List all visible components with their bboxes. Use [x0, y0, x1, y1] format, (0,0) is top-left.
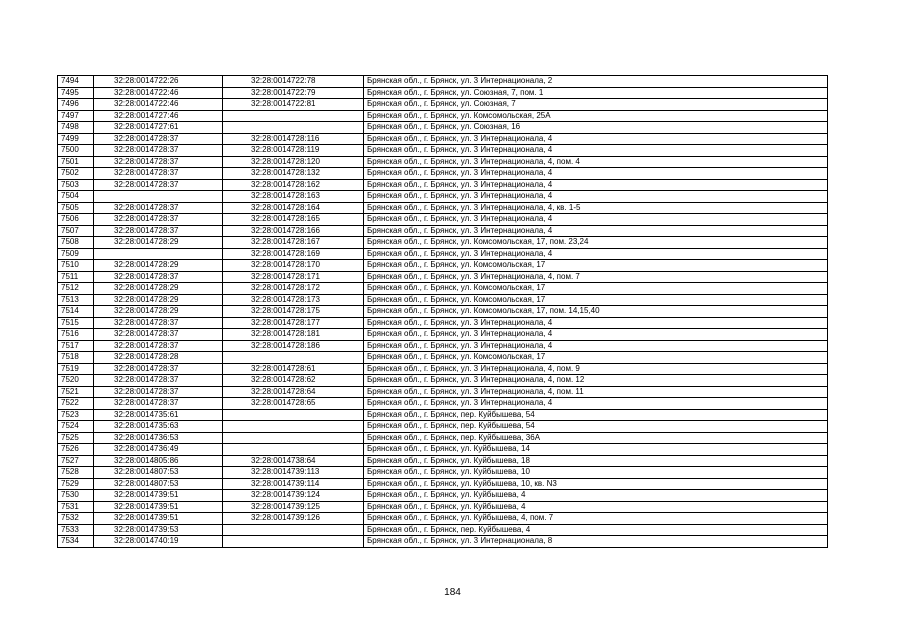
address-cell: Брянская обл., г. Брянск, ул. 3 Интернационала, 4, пом. 4: [364, 156, 828, 168]
row-number-cell: 7519: [58, 363, 94, 375]
cadastral-number-cell: 32:28:0014740:19: [94, 536, 223, 548]
cadastral-number-cell: 32:28:0014728:37: [94, 398, 223, 410]
row-number-cell: 7521: [58, 386, 94, 398]
object-cadastral-number-cell: 32:28:0014728:169: [223, 248, 364, 260]
address-cell: Брянская обл., г. Брянск, ул. 3 Интернационала, 4: [364, 179, 828, 191]
address-cell: Брянская обл., г. Брянск, ул. Куйбышева, 4: [364, 501, 828, 513]
table-row: [58, 99, 828, 111]
row-number-cell: 7510: [58, 260, 94, 272]
table-row: [58, 133, 828, 145]
row-number-cell: 7494: [58, 76, 94, 88]
table-row: [58, 478, 828, 490]
object-cadastral-number-cell: 32:28:0014728:132: [223, 168, 364, 180]
cadastral-number-cell: 32:28:0014735:61: [94, 409, 223, 421]
cadastral-number-cell: 32:28:0014728:37: [94, 340, 223, 352]
row-number-cell: 7504: [58, 191, 94, 203]
address-cell: Брянская обл., г. Брянск, пер. Куйбышева, 54: [364, 409, 828, 421]
object-cadastral-number-cell: [223, 409, 364, 421]
data-table: [57, 75, 828, 548]
table-row: [58, 490, 828, 502]
table-row: [58, 202, 828, 214]
address-cell: Брянская обл., г. Брянск, ул. Куйбышева, 18: [364, 455, 828, 467]
table-row: [58, 248, 828, 260]
cadastral-number-cell: 32:28:0014728:37: [94, 317, 223, 329]
object-cadastral-number-cell: 32:28:0014728:172: [223, 283, 364, 295]
table-row: [58, 191, 828, 203]
cadastral-number-cell: 32:28:0014807:53: [94, 478, 223, 490]
object-cadastral-number-cell: 32:28:0014728:186: [223, 340, 364, 352]
cadastral-number-cell: 32:28:0014728:37: [94, 329, 223, 341]
row-number-cell: 7513: [58, 294, 94, 306]
cadastral-number-cell: 32:28:0014735:63: [94, 421, 223, 433]
row-number-cell: 7515: [58, 317, 94, 329]
cadastral-number-cell: 32:28:0014728:37: [94, 375, 223, 387]
table-row: [58, 271, 828, 283]
object-cadastral-number-cell: 32:28:0014728:165: [223, 214, 364, 226]
table-row: [58, 340, 828, 352]
row-number-cell: 7502: [58, 168, 94, 180]
address-cell: Брянская обл., г. Брянск, ул. 3 Интернационала, 4: [364, 191, 828, 203]
table-row: [58, 87, 828, 99]
table-row: [58, 76, 828, 88]
row-number-cell: 7516: [58, 329, 94, 341]
row-number-cell: 7497: [58, 110, 94, 122]
cadastral-number-cell: 32:28:0014728:29: [94, 260, 223, 272]
row-number-cell: 7520: [58, 375, 94, 387]
table-row: [58, 467, 828, 479]
cadastral-number-cell: [94, 248, 223, 260]
cadastral-number-cell: [94, 191, 223, 203]
row-number-cell: 7530: [58, 490, 94, 502]
table-row: [58, 237, 828, 249]
address-cell: Брянская обл., г. Брянск, пер. Куйбышева, 36А: [364, 432, 828, 444]
table-row: [58, 524, 828, 536]
address-cell: Брянская обл., г. Брянск, ул. Союзная, 7, пом. 1: [364, 87, 828, 99]
table-row: [58, 294, 828, 306]
object-cadastral-number-cell: 32:28:0014728:65: [223, 398, 364, 410]
object-cadastral-number-cell: 32:28:0014739:113: [223, 467, 364, 479]
address-cell: Брянская обл., г. Брянск, ул. Союзная, 7: [364, 99, 828, 111]
row-number-cell: 7531: [58, 501, 94, 513]
row-number-cell: 7522: [58, 398, 94, 410]
address-cell: Брянская обл., г. Брянск, ул. 3 Интернационала, 8: [364, 536, 828, 548]
row-number-cell: 7514: [58, 306, 94, 318]
cadastral-number-cell: 32:28:0014728:37: [94, 133, 223, 145]
object-cadastral-number-cell: [223, 110, 364, 122]
cadastral-number-cell: 32:28:0014739:53: [94, 524, 223, 536]
object-cadastral-number-cell: 32:28:0014728:163: [223, 191, 364, 203]
cadastral-number-cell: 32:28:0014727:61: [94, 122, 223, 134]
row-number-cell: 7518: [58, 352, 94, 364]
cadastral-number-cell: 32:28:0014736:53: [94, 432, 223, 444]
object-cadastral-number-cell: 32:28:0014739:126: [223, 513, 364, 525]
object-cadastral-number-cell: 32:28:0014728:116: [223, 133, 364, 145]
object-cadastral-number-cell: 32:28:0014728:177: [223, 317, 364, 329]
object-cadastral-number-cell: 32:28:0014722:79: [223, 87, 364, 99]
address-cell: Брянская обл., г. Брянск, ул. Комсомольская, 25А: [364, 110, 828, 122]
cadastral-number-cell: 32:28:0014739:51: [94, 501, 223, 513]
object-cadastral-number-cell: 32:28:0014739:124: [223, 490, 364, 502]
cadastral-number-cell: 32:28:0014728:28: [94, 352, 223, 364]
cadastral-number-cell: 32:28:0014739:51: [94, 490, 223, 502]
row-number-cell: 7495: [58, 87, 94, 99]
object-cadastral-number-cell: 32:28:0014738:64: [223, 455, 364, 467]
row-number-cell: 7503: [58, 179, 94, 191]
cadastral-number-cell: 32:28:0014728:29: [94, 294, 223, 306]
address-cell: Брянская обл., г. Брянск, ул. Куйбышева, 10: [364, 467, 828, 479]
object-cadastral-number-cell: 32:28:0014728:171: [223, 271, 364, 283]
table-row: [58, 398, 828, 410]
table-row: [58, 329, 828, 341]
cadastral-number-cell: 32:28:0014805:86: [94, 455, 223, 467]
table-row: [58, 455, 828, 467]
table-row: [58, 409, 828, 421]
object-cadastral-number-cell: 32:28:0014728:170: [223, 260, 364, 272]
row-number-cell: 7496: [58, 99, 94, 111]
address-cell: Брянская обл., г. Брянск, ул. Куйбышева, 4, пом. 7: [364, 513, 828, 525]
table-row: [58, 444, 828, 456]
address-cell: Брянская обл., г. Брянск, ул. Куйбышева, 10, кв. N3: [364, 478, 828, 490]
cadastral-number-cell: 32:28:0014728:37: [94, 168, 223, 180]
row-number-cell: 7527: [58, 455, 94, 467]
object-cadastral-number-cell: [223, 432, 364, 444]
address-cell: Брянская обл., г. Брянск, ул. 3 Интернационала, 4: [364, 340, 828, 352]
cadastral-number-cell: 32:28:0014722:26: [94, 76, 223, 88]
table-row: [58, 260, 828, 272]
table-row: [58, 145, 828, 157]
object-cadastral-number-cell: [223, 444, 364, 456]
address-cell: Брянская обл., г. Брянск, ул. 3 Интернационала, 4: [364, 329, 828, 341]
object-cadastral-number-cell: [223, 122, 364, 134]
address-cell: Брянская обл., г. Брянск, ул. 3 Интернационала, 2: [364, 76, 828, 88]
address-cell: Брянская обл., г. Брянск, ул. Союзная, 16: [364, 122, 828, 134]
cadastral-number-cell: 32:28:0014728:37: [94, 202, 223, 214]
cadastral-number-cell: 32:28:0014807:53: [94, 467, 223, 479]
row-number-cell: 7532: [58, 513, 94, 525]
row-number-cell: 7508: [58, 237, 94, 249]
object-cadastral-number-cell: [223, 524, 364, 536]
row-number-cell: 7526: [58, 444, 94, 456]
object-cadastral-number-cell: 32:28:0014728:167: [223, 237, 364, 249]
cadastral-number-cell: 32:28:0014736:49: [94, 444, 223, 456]
page-number: 184: [444, 587, 461, 598]
table-row: [58, 432, 828, 444]
object-cadastral-number-cell: 32:28:0014728:175: [223, 306, 364, 318]
table-row: [58, 536, 828, 548]
object-cadastral-number-cell: 32:28:0014728:166: [223, 225, 364, 237]
table-row: [58, 317, 828, 329]
table-row: [58, 352, 828, 364]
row-number-cell: 7534: [58, 536, 94, 548]
address-cell: Брянская обл., г. Брянск, ул. Комсомольская, 17: [364, 260, 828, 272]
table-row: [58, 386, 828, 398]
row-number-cell: 7525: [58, 432, 94, 444]
cadastral-number-cell: 32:28:0014727:46: [94, 110, 223, 122]
object-cadastral-number-cell: 32:28:0014739:114: [223, 478, 364, 490]
cadastral-number-cell: 32:28:0014728:37: [94, 271, 223, 283]
table-row: [58, 375, 828, 387]
object-cadastral-number-cell: 32:28:0014739:125: [223, 501, 364, 513]
row-number-cell: 7501: [58, 156, 94, 168]
object-cadastral-number-cell: 32:28:0014728:120: [223, 156, 364, 168]
object-cadastral-number-cell: 32:28:0014722:81: [223, 99, 364, 111]
row-number-cell: 7523: [58, 409, 94, 421]
row-number-cell: 7533: [58, 524, 94, 536]
address-cell: Брянская обл., г. Брянск, ул. Куйбышева, 4: [364, 490, 828, 502]
table-row: [58, 214, 828, 226]
cadastral-number-cell: 32:28:0014728:29: [94, 306, 223, 318]
cadastral-number-cell: 32:28:0014722:46: [94, 99, 223, 111]
address-cell: Брянская обл., г. Брянск, ул. 3 Интернационала, 4: [364, 168, 828, 180]
object-cadastral-number-cell: 32:28:0014722:78: [223, 76, 364, 88]
cadastral-number-cell: 32:28:0014728:29: [94, 237, 223, 249]
cadastral-number-cell: 32:28:0014728:37: [94, 179, 223, 191]
object-cadastral-number-cell: 32:28:0014728:181: [223, 329, 364, 341]
row-number-cell: 7524: [58, 421, 94, 433]
cadastral-number-cell: 32:28:0014728:37: [94, 225, 223, 237]
row-number-cell: 7500: [58, 145, 94, 157]
address-cell: Брянская обл., г. Брянск, ул. Комсомольская, 17: [364, 283, 828, 295]
cadastral-number-cell: 32:28:0014728:37: [94, 363, 223, 375]
row-number-cell: 7499: [58, 133, 94, 145]
table-row: [58, 156, 828, 168]
address-cell: Брянская обл., г. Брянск, ул. Комсомольская, 17, пом. 23,24: [364, 237, 828, 249]
address-cell: Брянская обл., г. Брянск, ул. Куйбышева, 14: [364, 444, 828, 456]
object-cadastral-number-cell: 32:28:0014728:61: [223, 363, 364, 375]
row-number-cell: 7505: [58, 202, 94, 214]
address-cell: Брянская обл., г. Брянск, ул. 3 Интернационала, 4, пом. 12: [364, 375, 828, 387]
row-number-cell: 7529: [58, 478, 94, 490]
object-cadastral-number-cell: 32:28:0014728:162: [223, 179, 364, 191]
cadastral-number-cell: 32:28:0014728:37: [94, 214, 223, 226]
address-cell: Брянская обл., г. Брянск, ул. 3 Интернационала, 4: [364, 248, 828, 260]
table-row: [58, 421, 828, 433]
table-row: [58, 513, 828, 525]
address-cell: Брянская обл., г. Брянск, пер. Куйбышева, 54: [364, 421, 828, 433]
address-cell: Брянская обл., г. Брянск, ул. 3 Интернационала, 4: [364, 214, 828, 226]
table-row: [58, 168, 828, 180]
object-cadastral-number-cell: [223, 536, 364, 548]
table-row: [58, 110, 828, 122]
address-cell: Брянская обл., г. Брянск, ул. 3 Интернационала, 4: [364, 133, 828, 145]
cadastral-number-cell: 32:28:0014728:37: [94, 145, 223, 157]
object-cadastral-number-cell: [223, 421, 364, 433]
address-cell: Брянская обл., г. Брянск, ул. 3 Интернационала, 4: [364, 145, 828, 157]
object-cadastral-number-cell: 32:28:0014728:164: [223, 202, 364, 214]
object-cadastral-number-cell: 32:28:0014728:173: [223, 294, 364, 306]
row-number-cell: 7511: [58, 271, 94, 283]
object-cadastral-number-cell: 32:28:0014728:119: [223, 145, 364, 157]
cadastral-number-cell: 32:28:0014722:46: [94, 87, 223, 99]
row-number-cell: 7528: [58, 467, 94, 479]
address-cell: Брянская обл., г. Брянск, ул. 3 Интернационала, 4: [364, 398, 828, 410]
address-cell: Брянская обл., г. Брянск, ул. 3 Интернационала, 4, кв. 1-5: [364, 202, 828, 214]
row-number-cell: 7506: [58, 214, 94, 226]
table-row: [58, 501, 828, 513]
address-cell: Брянская обл., г. Брянск, ул. 3 Интернационала, 4, пом. 11: [364, 386, 828, 398]
object-cadastral-number-cell: 32:28:0014728:64: [223, 386, 364, 398]
row-number-cell: 7507: [58, 225, 94, 237]
row-number-cell: 7512: [58, 283, 94, 295]
address-cell: Брянская обл., г. Брянск, ул. 3 Интернационала, 4: [364, 225, 828, 237]
table-row: [58, 363, 828, 375]
table-row: [58, 225, 828, 237]
cadastral-number-cell: 32:28:0014728:37: [94, 156, 223, 168]
address-cell: Брянская обл., г. Брянск, пер. Куйбышева, 4: [364, 524, 828, 536]
address-cell: Брянская обл., г. Брянск, ул. 3 Интернационала, 4, пом. 7: [364, 271, 828, 283]
table-row: [58, 122, 828, 134]
row-number-cell: 7517: [58, 340, 94, 352]
cadastral-number-cell: 32:28:0014728:37: [94, 386, 223, 398]
table-row: [58, 283, 828, 295]
cadastral-number-cell: 32:28:0014728:29: [94, 283, 223, 295]
object-cadastral-number-cell: 32:28:0014728:62: [223, 375, 364, 387]
row-number-cell: 7509: [58, 248, 94, 260]
table-row: [58, 179, 828, 191]
address-cell: Брянская обл., г. Брянск, ул. Комсомольская, 17, пом. 14,15,40: [364, 306, 828, 318]
table-row: [58, 306, 828, 318]
address-cell: Брянская обл., г. Брянск, ул. 3 Интернационала, 4, пом. 9: [364, 363, 828, 375]
address-cell: Брянская обл., г. Брянск, ул. Комсомольская, 17: [364, 294, 828, 306]
object-cadastral-number-cell: [223, 352, 364, 364]
row-number-cell: 7498: [58, 122, 94, 134]
table-body: [58, 76, 828, 548]
address-cell: Брянская обл., г. Брянск, ул. Комсомольская, 17: [364, 352, 828, 364]
address-cell: Брянская обл., г. Брянск, ул. 3 Интернационала, 4: [364, 317, 828, 329]
cadastral-number-cell: 32:28:0014739:51: [94, 513, 223, 525]
